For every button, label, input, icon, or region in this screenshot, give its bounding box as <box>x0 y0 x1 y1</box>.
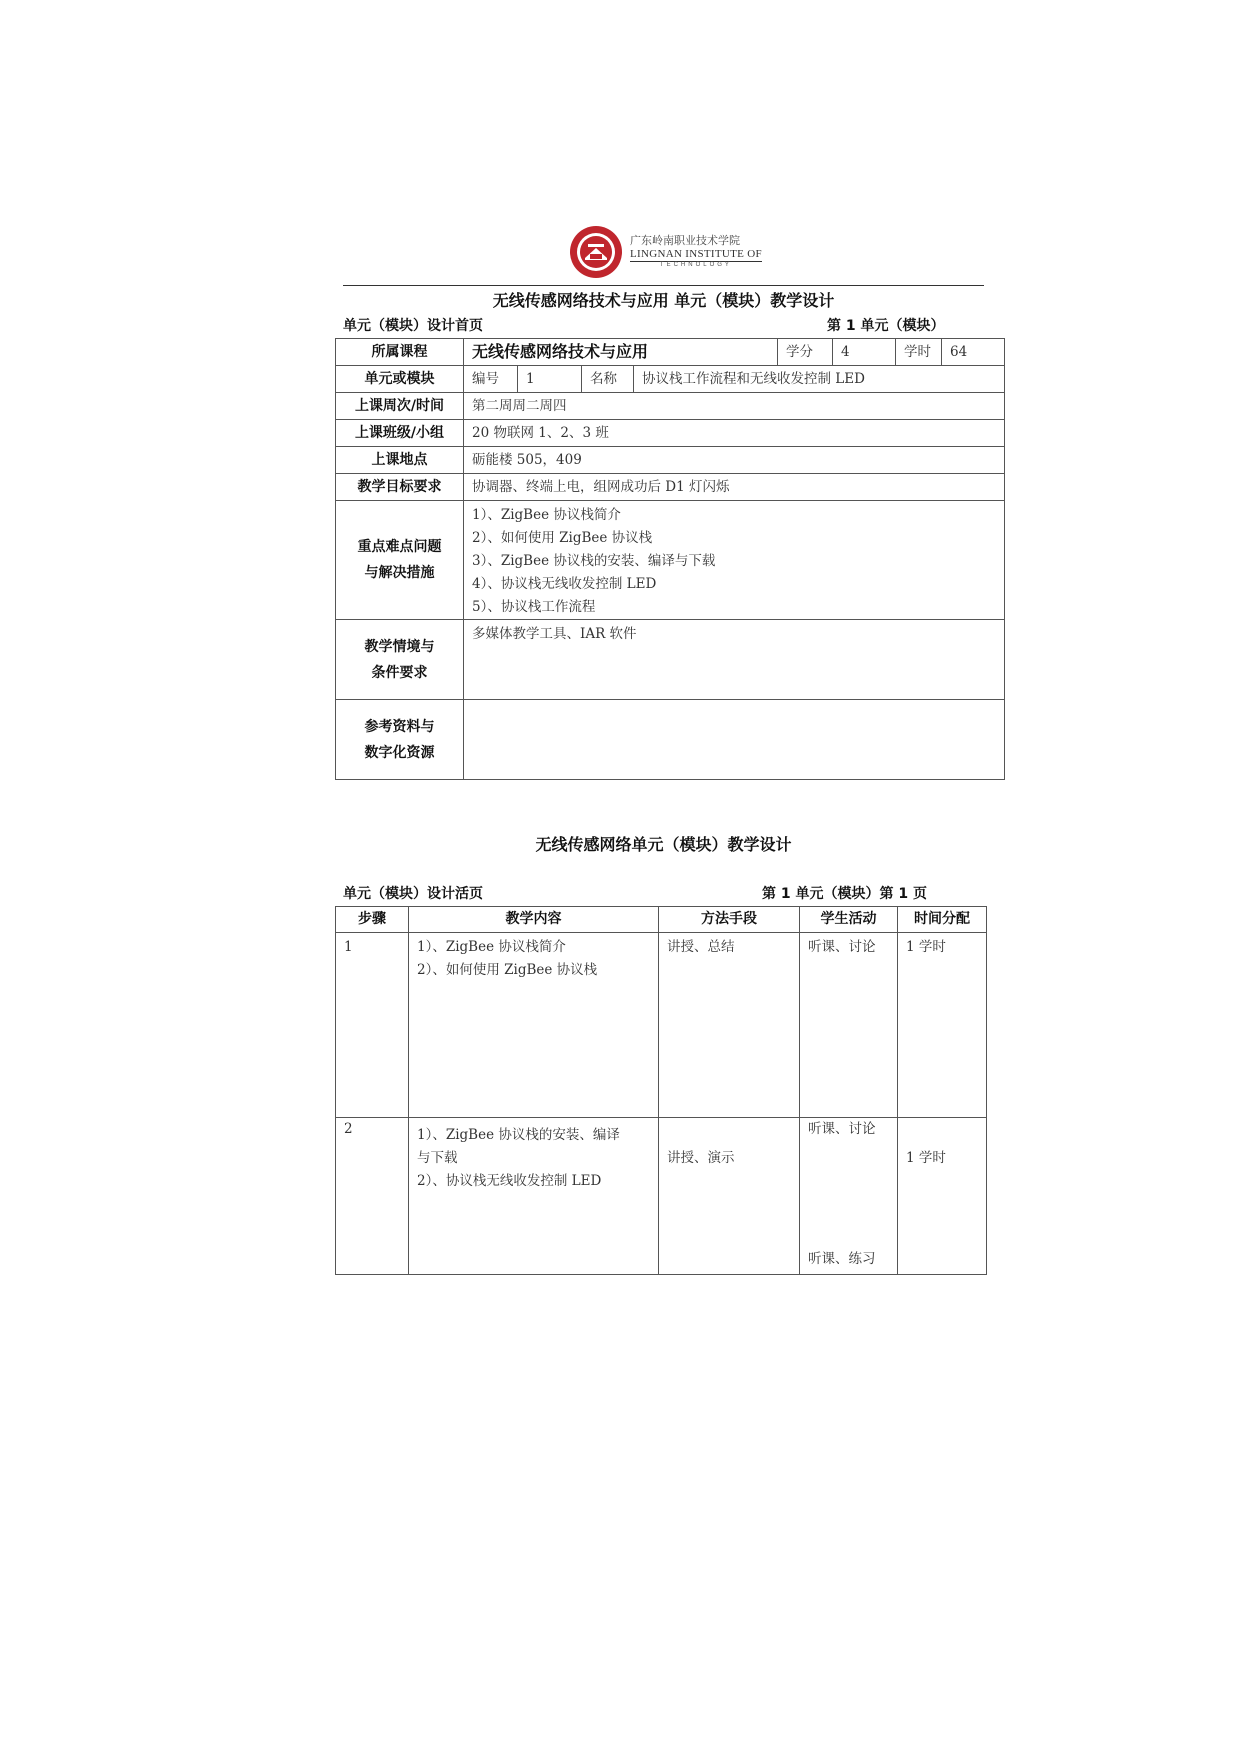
row2-step: 2 <box>336 1118 409 1275</box>
key-points-label-line2: 与解决措施 <box>364 565 435 581</box>
course-label: 所属课程 <box>336 339 464 366</box>
unit-label: 单元或模块 <box>336 366 464 393</box>
reference-label-line2: 数字化资源 <box>364 744 435 761</box>
content-line: 1）、ZigBee 协议栈的安装、编译 <box>417 1127 620 1143</box>
reference-label-line1: 参考资料与 <box>364 718 435 735</box>
place-value: 砺能楼 505，409 <box>464 447 1005 474</box>
list-item: 4）、协议栈无线收发控制 LED <box>472 576 657 592</box>
logo-english-subname: TECHNOLOGY <box>659 261 732 268</box>
name-value: 协议栈工作流程和无线收发控制 LED <box>634 366 1005 393</box>
place-label: 上课地点 <box>336 447 464 474</box>
week-value: 第二周周二周四 <box>464 393 1005 420</box>
page2-title: 无线传感网络单元（模块）教学设计 <box>535 835 792 854</box>
row1-method: 讲授、总结 <box>659 933 800 1118</box>
page1-title: 无线传感网络技术与应用 单元（模块）教学设计 <box>492 291 835 310</box>
school-logo <box>568 222 762 282</box>
key-points-list <box>464 501 1005 620</box>
course-name: 无线传感网络技术与应用 <box>464 339 778 366</box>
row1-activity: 听课、讨论 <box>800 933 898 1118</box>
page1-right-meta: 第 1 单元（模块） <box>827 318 945 334</box>
page2-right-meta: 第 1 单元（模块）第 1 页 <box>762 886 927 902</box>
name-label: 名称 <box>582 366 634 393</box>
list-item: 3）、ZigBee 协议栈的安装、编译与下载 <box>472 553 716 569</box>
hours-label: 学时 <box>896 339 942 366</box>
table-row <box>336 1118 987 1275</box>
header-activity: 学生活动 <box>800 907 898 933</box>
goal-label: 教学目标要求 <box>336 474 464 501</box>
row2-activity <box>800 1118 898 1275</box>
list-item: 1）、ZigBee 协议栈简介 <box>472 507 621 523</box>
reference-value <box>464 700 1005 780</box>
list-item: 5）、协议栈工作流程 <box>472 599 596 615</box>
row1-step: 1 <box>336 933 409 1118</box>
row1-content <box>409 933 659 1118</box>
content-line: 与下载 <box>417 1150 458 1166</box>
row2-content <box>409 1118 659 1275</box>
list-item: 2）、如何使用 ZigBee 协议栈 <box>472 530 653 546</box>
content-line: 2）、如何使用 ZigBee 协议栈 <box>417 962 598 978</box>
credit-value: 4 <box>833 339 896 366</box>
number-value: 1 <box>518 366 582 393</box>
content-line: 1）、ZigBee 协议栈简介 <box>417 939 566 955</box>
class-label: 上课班级/小组 <box>336 420 464 447</box>
content-line: 2）、协议栈无线收发控制 LED <box>417 1173 602 1189</box>
school-seal-icon <box>568 224 624 280</box>
page1-left-meta: 单元（模块）设计首页 <box>343 318 483 334</box>
activity-line: 听课、讨论 <box>808 1121 876 1137</box>
header-step: 步骤 <box>336 907 409 933</box>
unit-design-table <box>335 338 1005 780</box>
header-rule <box>343 285 984 286</box>
activity-line: 听课、练习 <box>808 1251 876 1267</box>
environment-label-line1: 教学情境与 <box>364 638 435 655</box>
activity-table <box>335 906 987 1275</box>
environment-label-line2: 条件要求 <box>371 664 428 681</box>
number-label: 编号 <box>464 366 518 393</box>
class-value: 20 物联网 1、2、3 班 <box>464 420 1005 447</box>
row2-method: 讲授、演示 <box>659 1118 800 1275</box>
week-label: 上课周次/时间 <box>336 393 464 420</box>
row2-time: 1 学时 <box>898 1118 987 1275</box>
table-row <box>336 933 987 1118</box>
goal-value: 协调器、终端上电，组网成功后 D1 灯闪烁 <box>464 474 1005 501</box>
header-content: 教学内容 <box>409 907 659 933</box>
environment-value: 多媒体教学工具、IAR 软件 <box>464 620 1005 700</box>
page2-left-meta: 单元（模块）设计活页 <box>343 886 483 902</box>
header-time: 时间分配 <box>898 907 987 933</box>
hours-value: 64 <box>942 339 1005 366</box>
logo-english-name: LINGNAN INSTITUTE OF <box>630 248 762 261</box>
header-method: 方法手段 <box>659 907 800 933</box>
credit-label: 学分 <box>778 339 833 366</box>
logo-chinese-name: 广东岭南职业技术学院 <box>630 234 740 248</box>
key-points-label-line1: 重点难点问题 <box>357 539 442 555</box>
row1-time: 1 学时 <box>898 933 987 1118</box>
